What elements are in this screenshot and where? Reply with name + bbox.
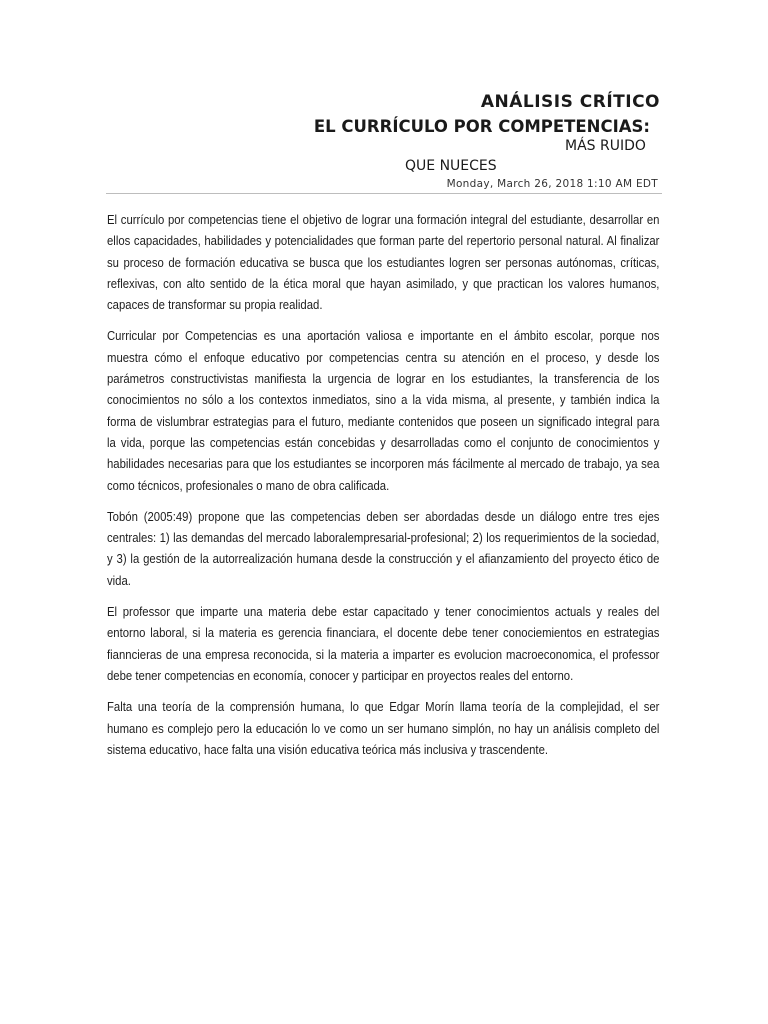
document-body: [107, 210, 660, 771]
document-subtitle-line2: MÁS RUIDO: [565, 138, 646, 154]
paragraph-4: El professor que imparte una materia debe estar capacitado y tener conocimientos actuals y reales del entorno laboral, si la materia es gerencia financiara, el docente debe tener conociemientos en estrategias fianncieras de una empresa reconocida, si la materia a imparter es evolucion macroeconomica, el professor debe tener competencias en economía, conocer y participar en proyectos reales del entorno.: [107, 605, 660, 683]
document-subtitle-line3: QUE NUECES: [405, 158, 497, 174]
header-divider: [106, 193, 662, 194]
paragraph-3: Tobón (2005:49) propone que las competencias deben ser abordadas desde un diálogo entre tres ejes centrales: 1) las demandas del mercado laboralempresarial-profesional; 2) los requerimientos de la sociedad, y 3) la gestión de la autorrealización humana desde la construcción y el afianzamiento del proyecto ético de vida.: [107, 509, 660, 588]
document-date: Monday, March 26, 2018 1:10 AM EDT: [446, 178, 658, 190]
paragraph-2: Curricular por Competencias es una aportación valiosa e importante en el ámbito escolar, porque nos muestra cómo el enfoque educativo por competencias centra su atención en el proceso, y desde los parámetros constructivistas manifiesta la urgencia de lograr en los estudiantes, la transferencia de los conocimientos no sólo a los contextos inmediatos, sino a la vida misma, al presente, y también indica la forma de vislumbrar estrategias para el futuro, mediante contenidos que poseen un significado integral para la vida, porque las competencias están concebidas y desarrolladas como el conjunto de conocimientos y habilidades necesarias para que los estudiantes se incorporen más fácilmente al mercado de trabajo, ya sea como técnicos, profesionales o mano de obra calificada.: [107, 329, 660, 493]
paragraph-1: El currículo por competencias tiene el objetivo de lograr una formación integral del estudiante, desarrollar en ellos capacidades, habilidades y potencialidades que forman parte del repertorio personal natural. Al finalizar su proceso de formación educativa se busca que los estudiantes logren ser personas autónomas, críticas, reflexivas, con alto sentido de la ética moral que hayan asimilado, y que practican los valores humanos, capaces de transformar su propia realidad.: [107, 213, 660, 313]
document-title: ANÁLISIS CRÍTICO: [480, 92, 660, 112]
document-subtitle: EL CURRÍCULO POR COMPETENCIAS:: [313, 117, 650, 136]
paragraph-5: Falta una teoría de la comprensión humana, lo que Edgar Morín llama teoría de la complejidad, el ser humano es complejo pero la educación lo ve como un ser humano simplón, no hay un análisis completo del sistema educativo, hace falta una visión educativa teórica más inclusiva y trascendente.: [107, 700, 660, 757]
